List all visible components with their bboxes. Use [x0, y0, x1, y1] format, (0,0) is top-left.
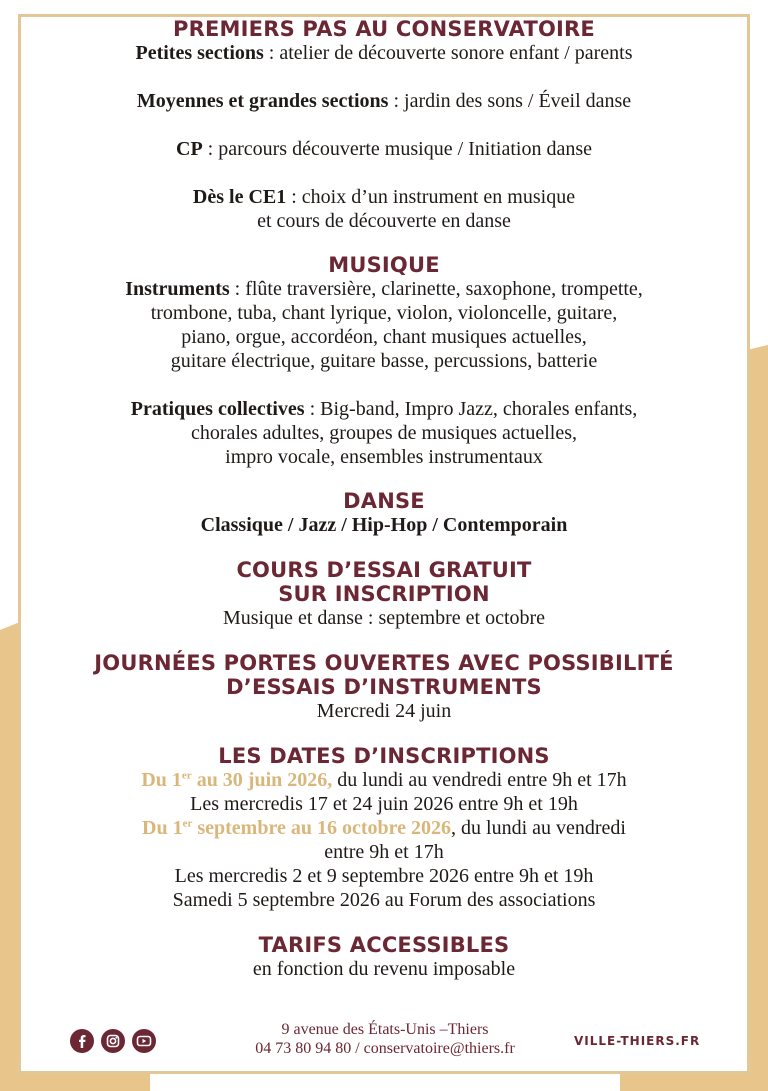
- section-title-essai-line2: SUR INSCRIPTION: [278, 582, 490, 606]
- section-title-portes-line2: D’ESSAIS D’INSTRUMENTS: [226, 675, 542, 699]
- premiers-item-text: : jardin des sons / Éveil danse: [388, 90, 632, 112]
- premiers-item-label: Dès le CE1: [192, 186, 287, 208]
- instruments-line: trombone, tuba, chant lyrique, violon, violoncelle, guitare,: [150, 302, 618, 324]
- period-1-hours: du lundi au vendredi entre 9h et 17h: [332, 769, 627, 791]
- instruments-line: [0, 277, 768, 301]
- danse-styles: Classique / Jazz / Hip-Hop / Contemporain: [200, 514, 568, 536]
- period-2-hours: , du lundi au vendredi: [451, 817, 626, 839]
- pratiques-line: chorales adultes, groupes de musiques actuelles,: [191, 422, 577, 444]
- section-title-tarifs: TARIFS ACCESSIBLES: [258, 933, 510, 957]
- contact-phone-email[interactable]: 04 73 80 94 80 / conservatoire@thiers.fr: [255, 1040, 515, 1057]
- inscriptions-period-2: [0, 816, 768, 840]
- instruments-line: piano, orgue, accordéon, chant musiques actuelles,: [181, 326, 587, 348]
- premiers-item: [0, 89, 768, 113]
- section-title-premiers-pas: PREMIERS PAS AU CONSERVATOIRE: [173, 17, 595, 41]
- inscriptions-period-1: [0, 768, 768, 792]
- address: 9 avenue des États-Unis –Thiers: [281, 1021, 489, 1038]
- premiers-item-line2: et cours de découverte en danse: [257, 210, 511, 232]
- pratiques-line: [0, 397, 768, 421]
- inscriptions-line: Samedi 5 septembre 2026 au Forum des associations: [172, 889, 596, 911]
- social-links: [70, 1029, 156, 1053]
- section-title-essai-line1: COURS D’ESSAI GRATUIT: [236, 558, 532, 582]
- period-2-dates: Du 1er septembre au 16 octobre 2026: [142, 817, 452, 839]
- instruments-label: Instruments: [125, 278, 230, 300]
- premiers-item-text: : parcours découverte musique / Initiation danse: [202, 138, 592, 160]
- inscriptions-line: Les mercredis 17 et 24 juin 2026 entre 9h et 19h: [190, 793, 578, 815]
- section-title-inscriptions: LES DATES D’INSCRIPTIONS: [218, 744, 550, 768]
- premiers-item-text: : choix d’un instrument en musique: [286, 186, 576, 208]
- premiers-item-label: Moyennes et grandes sections: [136, 90, 389, 112]
- section-title-musique: MUSIQUE: [328, 253, 440, 277]
- period-1-dates: Du 1er au 30 juin 2026,: [141, 769, 333, 791]
- section-title-danse: DANSE: [343, 489, 425, 513]
- footer: [0, 1018, 768, 1068]
- premiers-item-text: : atelier de découverte sonore enfant / parents: [263, 42, 633, 64]
- instruments-line: guitare électrique, guitare basse, percussions, batterie: [170, 350, 598, 372]
- tarifs-text: en fonction du revenu imposable: [252, 958, 516, 980]
- premiers-item-label: CP: [176, 138, 203, 160]
- pratiques-text: : Big-band, Impro Jazz, chorales enfants,: [304, 398, 638, 420]
- inscriptions-line: Les mercredis 2 et 9 septembre 2026 entre 9h et 19h: [174, 865, 594, 887]
- essai-text: Musique et danse : septembre et octobre: [222, 607, 546, 629]
- facebook-icon[interactable]: [70, 1029, 94, 1053]
- youtube-icon[interactable]: [132, 1029, 156, 1053]
- instruments-text: : flûte traversière, clarinette, saxophone, trompette,: [229, 278, 643, 300]
- section-title-portes-line1: JOURNÉES PORTES OUVERTES AVEC POSSIBILITÉ: [94, 651, 674, 675]
- premiers-item-label: Petites sections: [135, 42, 264, 64]
- pratiques-line: impro vocale, ensembles instrumentaux: [225, 446, 543, 468]
- instagram-icon[interactable]: [101, 1029, 125, 1053]
- portes-date: Mercredi 24 juin: [316, 700, 452, 722]
- premiers-item: [0, 137, 768, 161]
- contact-block: [200, 1020, 570, 1058]
- pratiques-label: Pratiques collectives: [130, 398, 305, 420]
- premiers-item: [0, 41, 768, 65]
- inscriptions-line: entre 9h et 17h: [324, 841, 444, 863]
- website-link[interactable]: VILLE-THIERS.FR: [574, 1034, 701, 1048]
- premiers-item: [0, 185, 768, 209]
